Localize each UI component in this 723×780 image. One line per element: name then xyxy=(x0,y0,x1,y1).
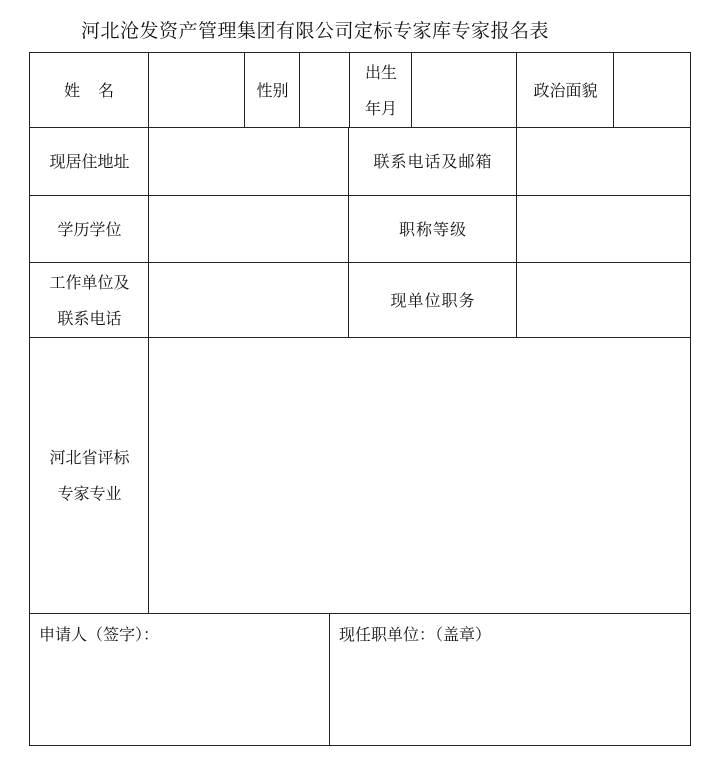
applicant-signature-label: 申请人（签字）： xyxy=(39,625,160,644)
unit-seal-area[interactable] xyxy=(329,613,690,745)
title-grade-field[interactable] xyxy=(516,195,690,263)
education-label: 学历学位 xyxy=(30,195,149,263)
education-field[interactable] xyxy=(148,195,349,263)
name-field[interactable] xyxy=(148,53,245,128)
position-field[interactable] xyxy=(516,262,690,338)
contact-field[interactable] xyxy=(516,127,690,196)
specialty-label-line2: 专家专业 xyxy=(57,484,122,503)
employer-field[interactable] xyxy=(148,262,349,338)
birth-label-line1: 出生 xyxy=(364,62,397,82)
gender-label: 性别 xyxy=(244,53,300,128)
employer-label-line1: 工作单位及 xyxy=(49,272,130,292)
birth-label-line2: 年月 xyxy=(364,98,397,118)
specialty-label xyxy=(30,337,149,614)
applicant-signature-area[interactable] xyxy=(30,613,330,745)
name-label: 姓 名 xyxy=(63,80,115,100)
registration-form xyxy=(29,52,691,746)
specialty-label-line1: 河北省评标 xyxy=(49,448,130,467)
birth-label xyxy=(349,53,412,128)
form-title: 河北沧发资产管理集团有限公司定标专家库专家报名表 xyxy=(81,20,550,42)
employer-label xyxy=(30,262,149,338)
title-grade-label: 职称等级 xyxy=(348,195,517,263)
address-label: 现居住地址 xyxy=(30,127,149,196)
employer-label-line2: 联系电话 xyxy=(57,308,122,328)
specialty-field[interactable] xyxy=(148,337,690,614)
gender-field[interactable] xyxy=(299,53,350,128)
position-label: 现单位职务 xyxy=(348,262,517,338)
address-field[interactable] xyxy=(148,127,349,196)
political-field[interactable] xyxy=(613,53,690,128)
birth-field[interactable] xyxy=(411,53,517,128)
contact-label: 联系电话及邮箱 xyxy=(348,127,517,196)
political-label: 政治面貌 xyxy=(516,53,614,128)
unit-seal-label: 现任职单位：（盖章） xyxy=(339,625,492,644)
